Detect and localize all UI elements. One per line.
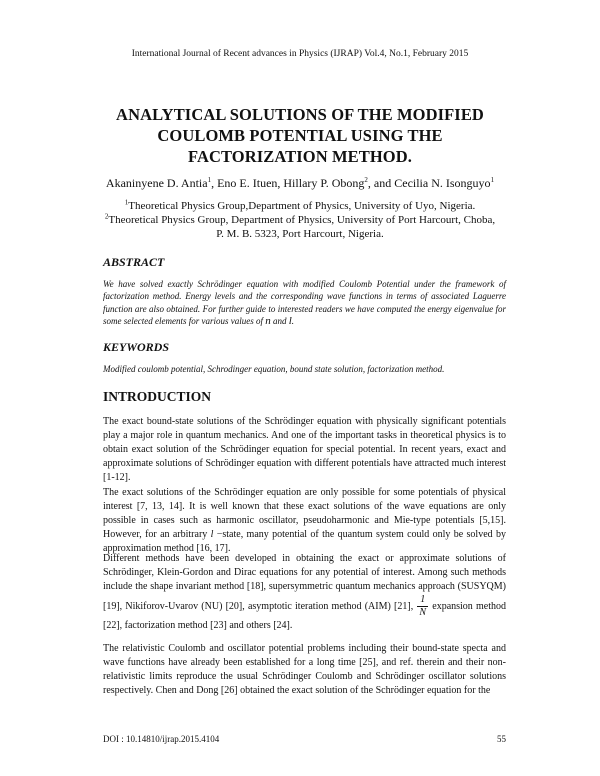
author-name: , and Cecilia N. Isonguyo: [367, 176, 491, 190]
math-var-l: l: [210, 529, 214, 541]
math-var-l: l: [288, 314, 292, 327]
doi-text: DOI : 10.14810/ijrap.2015.4104: [103, 734, 220, 744]
introduction-heading: INTRODUCTION: [103, 389, 212, 404]
author-affil-marker: 1: [490, 176, 495, 184]
intro-paragraph-3: Different methods have been developed in obtaining the exact or approximate solutions of Schrödinger, Klein-Gordon and Dirac equations for any potential of interest. Among such methods include the shape invariant method [18], supersymmetric quantum mechanics approach (SUSYQM) [19], Nikiforov-Uvarov (NU) [20], asymptotic iteration method (AIM) [21], $\frac{1}{N}$ expansion method [22], factorization method [23] and others [24].: [103, 553, 506, 632]
math-var-n: n: [265, 314, 271, 327]
title-line-2: COULOMB POTENTIAL USING THE: [157, 126, 443, 145]
paper-title: [40, 104, 560, 167]
intro-paragraph-4: The relativistic Coulomb and oscillator potential problems including their bound-state specta and wave functions have already been established for a long time [25], and ref. therein and their non-relativistic limits reproduce the usual Schrödinger Coulomb and Schrödinger oscillator solutions respectively. Chen and Dong [26] obtained the exact solution of the Schrödinger equation for the: [103, 643, 506, 697]
keywords-body: Modified coulomb potential, Schrodinger equation, bound state solution, factorization method.: [103, 364, 445, 374]
fraction-one-over-n: $\frac{1}{N}$: [419, 594, 427, 619]
affiliation-2: $^2$Theoretical Physics Group, Department of Physics, University of Port Harcourt, Choba,: [104, 212, 496, 226]
journal-header: International Journal of Recent advances in Physics (IJRAP) Vol.4, No.1, February 2015: [131, 49, 469, 59]
author-affil-marker: 1: [207, 176, 212, 184]
affiliation-1: $^1$Theoretical Physics Group,Department of Physics, University of Uyo, Nigeria.: [124, 198, 476, 212]
page-footer: [103, 734, 506, 744]
author-name: Akaninyene D. Antia: [105, 176, 208, 190]
affil-marker: 1: [124, 198, 129, 207]
title-line-3: FACTORIZATION METHOD.: [188, 147, 412, 166]
author-name: , Eno E. Ituen, Hillary P. Obong: [211, 176, 365, 190]
keywords-heading: KEYWORDS: [103, 340, 170, 354]
title-line-1: ANALYTICAL SOLUTIONS OF THE MODIFIED: [116, 105, 484, 124]
affil-marker: 2: [104, 212, 109, 221]
page-number: 55: [497, 734, 506, 744]
affiliations: [60, 199, 540, 241]
author-affil-marker: 2: [364, 176, 368, 184]
intro-paragraph-2: The exact solutions of the Schrödinger equation are only possible for some potentials of physical interest [7, 13, 14]. It is well known that these exact solutions of the wave equations are only possible in cases such as harmonic oscillator, pseudoharmonic and Mie-type potentials [5,15]. However, for an arbitrary l −state, many potential of the quantum system could only be solved by approximation method [16, 17].: [103, 487, 506, 555]
intro-paragraph-1: The exact bound-state solutions of the Schrödinger equation with physically significant potentials play a major role in quantum mechanics. And one of the important tasks in theoretical physics is to obtain exact solution of the Schrödinger equation for special potential. In recent years, exact and approximate solutions of Schrödinger equation with different potentials have attracted much interest [1-12].: [103, 416, 506, 484]
abstract-heading: ABSTRACT: [103, 255, 165, 269]
abstract-body: We have solved exactly Schrödinger equation with modified Coulomb Potential under the framework of factorization method. Energy levels and the corresponding wave functions in terms of associated Laguerre function are also obtained. For further guide to interested readers we have computed the energy eigenvalue for some selected elements for various values of n and l.: [103, 279, 506, 327]
author-list: [40, 176, 560, 191]
affiliation-2-address: P. M. B. 5323, Port Harcourt, Nigeria.: [216, 228, 384, 240]
